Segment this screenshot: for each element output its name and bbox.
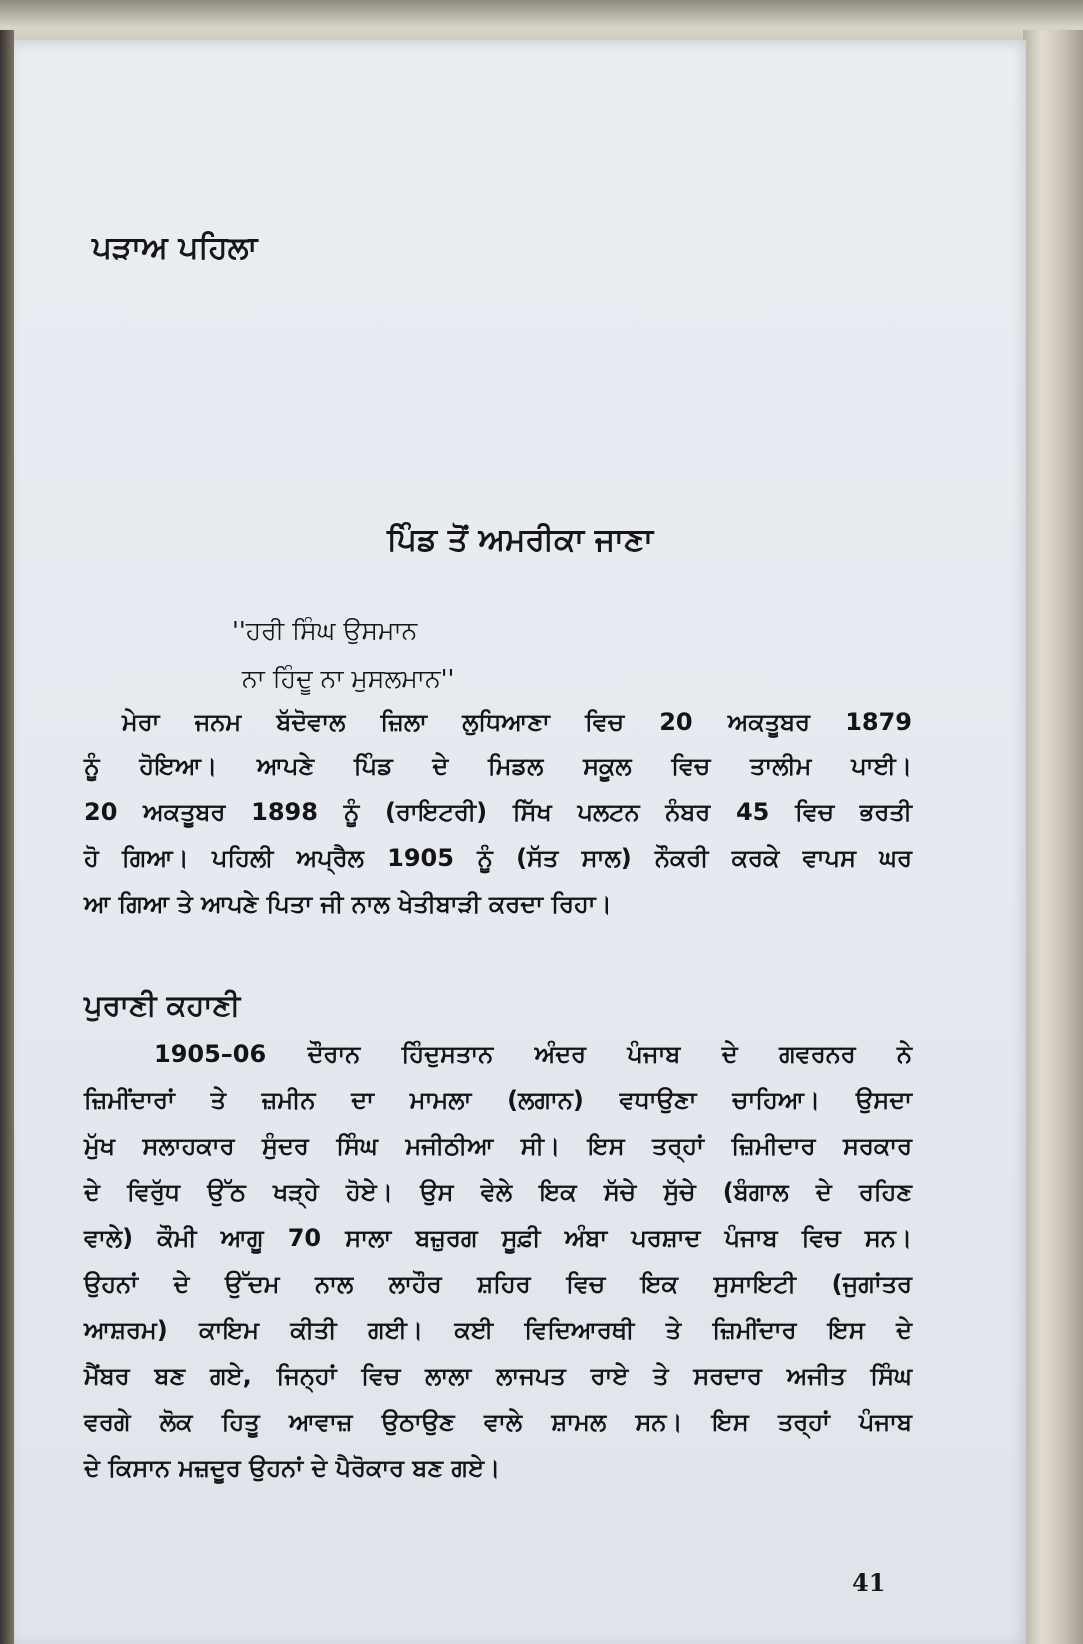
paragraph-line: ਜ਼ਿਮੀਂਦਾਰਾਂ ਤੇ ਜ਼ਮੀਨ ਦਾ ਮਾਮਲਾ (ਲਗਾਨ) ਵਧਾਉਣਾ ਚਾਹਿਆ। ਉਸਦਾ (84, 1086, 912, 1114)
paragraph-line: ਉਹਨਾਂ ਦੇ ਉੱਦਮ ਨਾਲ ਲਾਹੌਰ ਸ਼ਹਿਰ ਵਿਚ ਇਕ ਸੁਸਾਇਟੀ (ਜੁਗਾਂਤਰ (84, 1270, 912, 1298)
paragraph-line: ਮੈਂਬਰ ਬਣ ਗਏ, ਜਿਨ੍ਹਾਂ ਵਿਚ ਲਾਲਾ ਲਾਜਪਤ ਰਾਏ ਤੇ ਸਰਦਾਰ ਅਜੀਤ ਸਿੰਘ (84, 1362, 912, 1390)
motto-line-2: ਨਾ ਹਿੰਦੂ ਨਾ ਮੁਸਲਮਾਨ'' (242, 664, 455, 693)
paragraph-line: 20 ਅਕਤੂਬਰ 1898 ਨੂੰ (ਰਾਇਟਰੀ) ਸਿੱਖ ਪਲਟਨ ਨੰਬਰ 45 ਵਿਚ ਭਰਤੀ (84, 798, 912, 826)
book-page-stack (1023, 30, 1083, 1644)
book-page (14, 40, 1026, 1644)
paragraph-line: ਦੇ ਵਿਰੁੱਧ ਉੱਠ ਖੜ੍ਹੇ ਹੋਏ। ਉਸ ਵੇਲੇ ਇਕ ਸੱਚੇ ਸੁੱਚੇ (ਬੰਗਾਲ ਦੇ ਰਹਿਣ (84, 1178, 912, 1206)
paragraph-line: ਨੂੰ ਹੋਇਆ। ਆਪਣੇ ਪਿੰਡ ਦੇ ਮਿਡਲ ਸਕੂਲ ਵਿਚ ਤਾਲੀਮ ਪਾਈ। (84, 752, 912, 780)
paragraph-line: ਆਸ਼ਰਮ) ਕਾਇਮ ਕੀਤੀ ਗਈ। ਕਈ ਵਿਦਿਆਰਥੀ ਤੇ ਜ਼ਿਮੀਂਦਾਰ ਇਸ ਦੇ (84, 1316, 912, 1344)
paragraph-line: ਮੇਰਾ ਜਨਮ ਬੱਦੋਵਾਲ ਜ਼ਿਲਾ ਲੁਧਿਆਣਾ ਵਿਚ 20 ਅਕਤੂਬਰ 1879 (122, 708, 912, 736)
part-heading: ਪੜਾਅ ਪਹਿਲਾ (92, 230, 258, 266)
paragraph-line: ਵਰਗੇ ਲੋਕ ਹਿਤੂ ਆਵਾਜ਼ ਉਠਾਉਣ ਵਾਲੇ ਸ਼ਾਮਲ ਸਨ। ਇਸ ਤਰ੍ਹਾਂ ਪੰਜਾਬ (84, 1408, 912, 1436)
paragraph-line: ਹੋ ਗਿਆ। ਪਹਿਲੀ ਅਪ੍ਰੈਲ 1905 ਨੂੰ (ਸੱਤ ਸਾਲ) ਨੌਕਰੀ ਕਰਕੇ ਵਾਪਸ ਘਰ (84, 844, 912, 872)
old-story-heading: ਪੁਰਾਣੀ ਕਹਾਣੀ (84, 988, 241, 1022)
paragraph-line: ਦੇ ਕਿਸਾਨ ਮਜ਼ਦੂਰ ਉਹਨਾਂ ਦੇ ਪੈਰੋਕਾਰ ਬਣ ਗਏ। (84, 1454, 501, 1482)
paragraph-line: ਮੁੱਖ ਸਲਾਹਕਾਰ ਸੁੰਦਰ ਸਿੰਘ ਮਜੀਠੀਆ ਸੀ। ਇਸ ਤਰ੍ਹਾਂ ਜ਼ਿਮੀਦਾਰ ਸਰਕਾਰ (84, 1132, 912, 1160)
page-number: 41 (852, 1568, 886, 1597)
chapter-title: ਪਿੰਡ ਤੋਂ ਅਮਰੀਕਾ ਜਾਣਾ (386, 522, 654, 558)
paragraph-line: ਆ ਗਿਆ ਤੇ ਆਪਣੇ ਪਿਤਾ ਜੀ ਨਾਲ ਖੇਤੀਬਾੜੀ ਕਰਦਾ ਰਿਹਾ। (84, 890, 612, 918)
book-spine-shadow (0, 30, 14, 1644)
paragraph-line: 1905–06 ਦੌਰਾਨ ਹਿੰਦੁਸਤਾਨ ਅੰਦਰ ਪੰਜਾਬ ਦੇ ਗਵਰਨਰ ਨੇ (154, 1040, 912, 1068)
motto-line-1: ''ਹਰੀ ਸਿੰਘ ਉਸਮਾਨ (232, 616, 418, 645)
paragraph-line: ਵਾਲੇ) ਕੌਮੀ ਆਗੂ 70 ਸਾਲਾ ਬਜ਼ੁਰਗ ਸੂਫ਼ੀ ਅੰਬਾ ਪਰਸ਼ਾਦ ਪੰਜਾਬ ਵਿਚ ਸਨ। (84, 1224, 912, 1252)
